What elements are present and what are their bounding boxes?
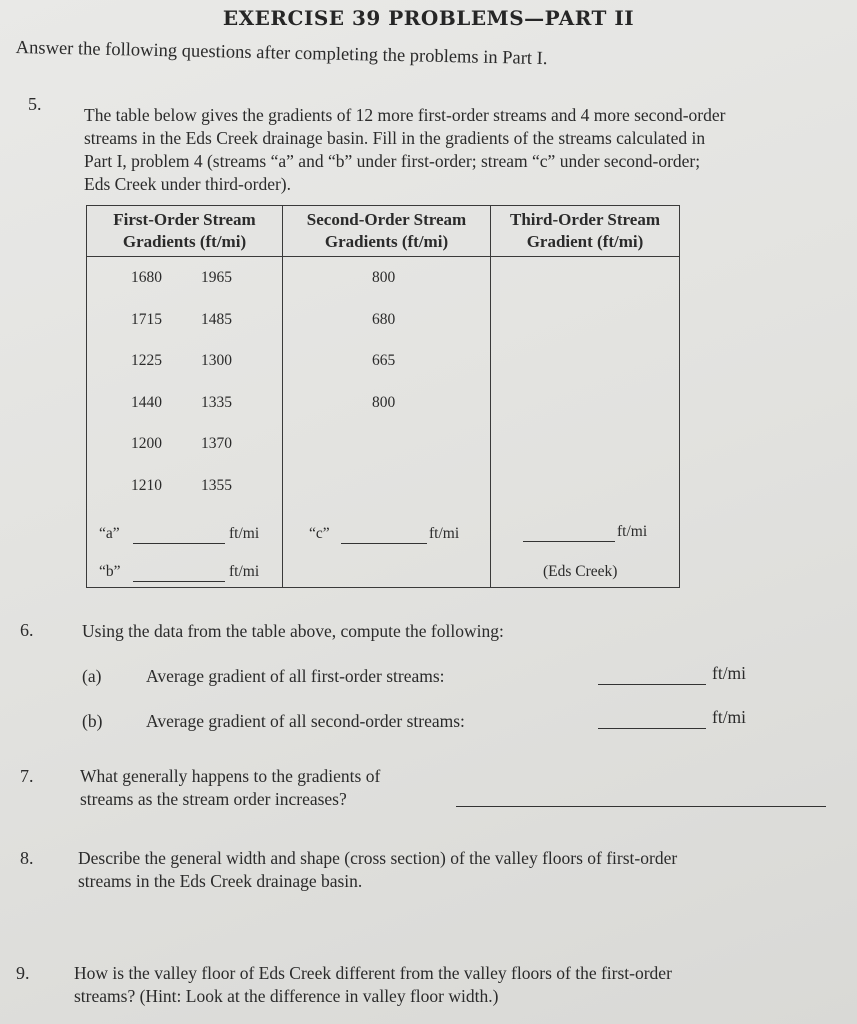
question-6-number: 6.: [20, 620, 34, 640]
first-order-value: 1300: [201, 352, 232, 369]
question-9-text: How is the valley floor of Eds Creek different from the valley floors of the first-order streams? (Hint: Look at the difference in valley floor width.): [74, 963, 672, 1006]
unit: ft/mi: [712, 663, 747, 683]
instructions: Answer the following questions after completing the problems in Part I.: [15, 38, 548, 70]
unit: ft/mi: [617, 523, 648, 540]
first-order-value: 1965: [201, 269, 232, 286]
stream-c-input[interactable]: [341, 543, 427, 544]
third-order-column: [491, 257, 680, 588]
question-7-text: What generally happens to the gradients of streams as the stream order increases?: [80, 766, 381, 809]
question-8-text: Describe the general width and shape (cross section) of the valley floors of first-order streams in the Eds Creek drainage basin.: [78, 848, 678, 891]
q6a-label: (a): [82, 666, 102, 686]
label-b: “b”: [99, 563, 121, 580]
question-8-number: 8.: [20, 848, 34, 868]
question-6-text: Using the data from the table above, compute the following:: [82, 621, 504, 641]
stream-b-input[interactable]: [133, 581, 225, 582]
second-order-value: 800: [372, 269, 396, 286]
unit: ft/mi: [429, 525, 460, 542]
first-order-value: 1355: [201, 476, 232, 494]
header-second-order: Second-Order Stream Gradients (ft/mi): [283, 206, 491, 257]
stream-a-input[interactable]: [133, 543, 225, 544]
q6a-text: Average gradient of all first-order streams:: [146, 666, 445, 686]
question-5-number: 5.: [28, 94, 42, 114]
first-order-value: 1200: [131, 435, 162, 452]
label-c: “c”: [309, 525, 330, 542]
q7-answer-input[interactable]: [456, 806, 826, 807]
second-order-value: 680: [372, 310, 396, 328]
q6b-text: Average gradient of all second-order streams:: [146, 711, 465, 731]
gradient-table: [86, 205, 680, 588]
q5-line: Eds Creek under third-order).: [84, 174, 292, 194]
first-order-value: 1440: [131, 393, 162, 411]
unit: ft/mi: [229, 563, 260, 580]
eds-creek-input[interactable]: [523, 541, 615, 542]
second-order-column: [283, 257, 491, 588]
question-7-number: 7.: [20, 766, 34, 786]
question-9-number: 9.: [16, 963, 30, 983]
question-5-text: [84, 104, 725, 196]
page-title: EXERCISE 39 PROBLEMS—PART II: [222, 6, 635, 30]
second-order-value: 800: [372, 393, 396, 411]
q5-line: The table below gives the gradients of 12 more first-order streams and 4 more second-order: [84, 105, 726, 125]
header-third-order: Third-Order Stream Gradient (ft/mi): [491, 206, 680, 257]
first-order-value: 1715: [131, 310, 162, 328]
q5-line: streams in the Eds Creek drainage basin. Fill in the gradients of the streams calculated in: [84, 128, 706, 148]
first-order-value: 1485: [201, 310, 232, 328]
first-order-column: [87, 257, 283, 588]
second-order-value: 665: [372, 352, 396, 369]
q6a-answer-input[interactable]: [598, 684, 706, 685]
q5-line: Part I, problem 4 (streams “a” and “b” under first-order; stream “c” under second-order;: [84, 151, 701, 171]
first-order-value: 1370: [201, 435, 232, 452]
unit: ft/mi: [229, 525, 260, 542]
first-order-value: 1225: [131, 352, 162, 369]
first-order-value: 1680: [131, 269, 162, 286]
unit: ft/mi: [712, 707, 747, 727]
q6b-label: (b): [82, 711, 103, 731]
first-order-value: 1335: [201, 393, 232, 411]
q6b-answer-input[interactable]: [598, 728, 706, 729]
label-a: “a”: [99, 525, 120, 542]
eds-creek-label: (Eds Creek): [543, 563, 618, 580]
first-order-value: 1210: [131, 476, 162, 494]
header-first-order: First-Order Stream Gradients (ft/mi): [87, 206, 283, 257]
